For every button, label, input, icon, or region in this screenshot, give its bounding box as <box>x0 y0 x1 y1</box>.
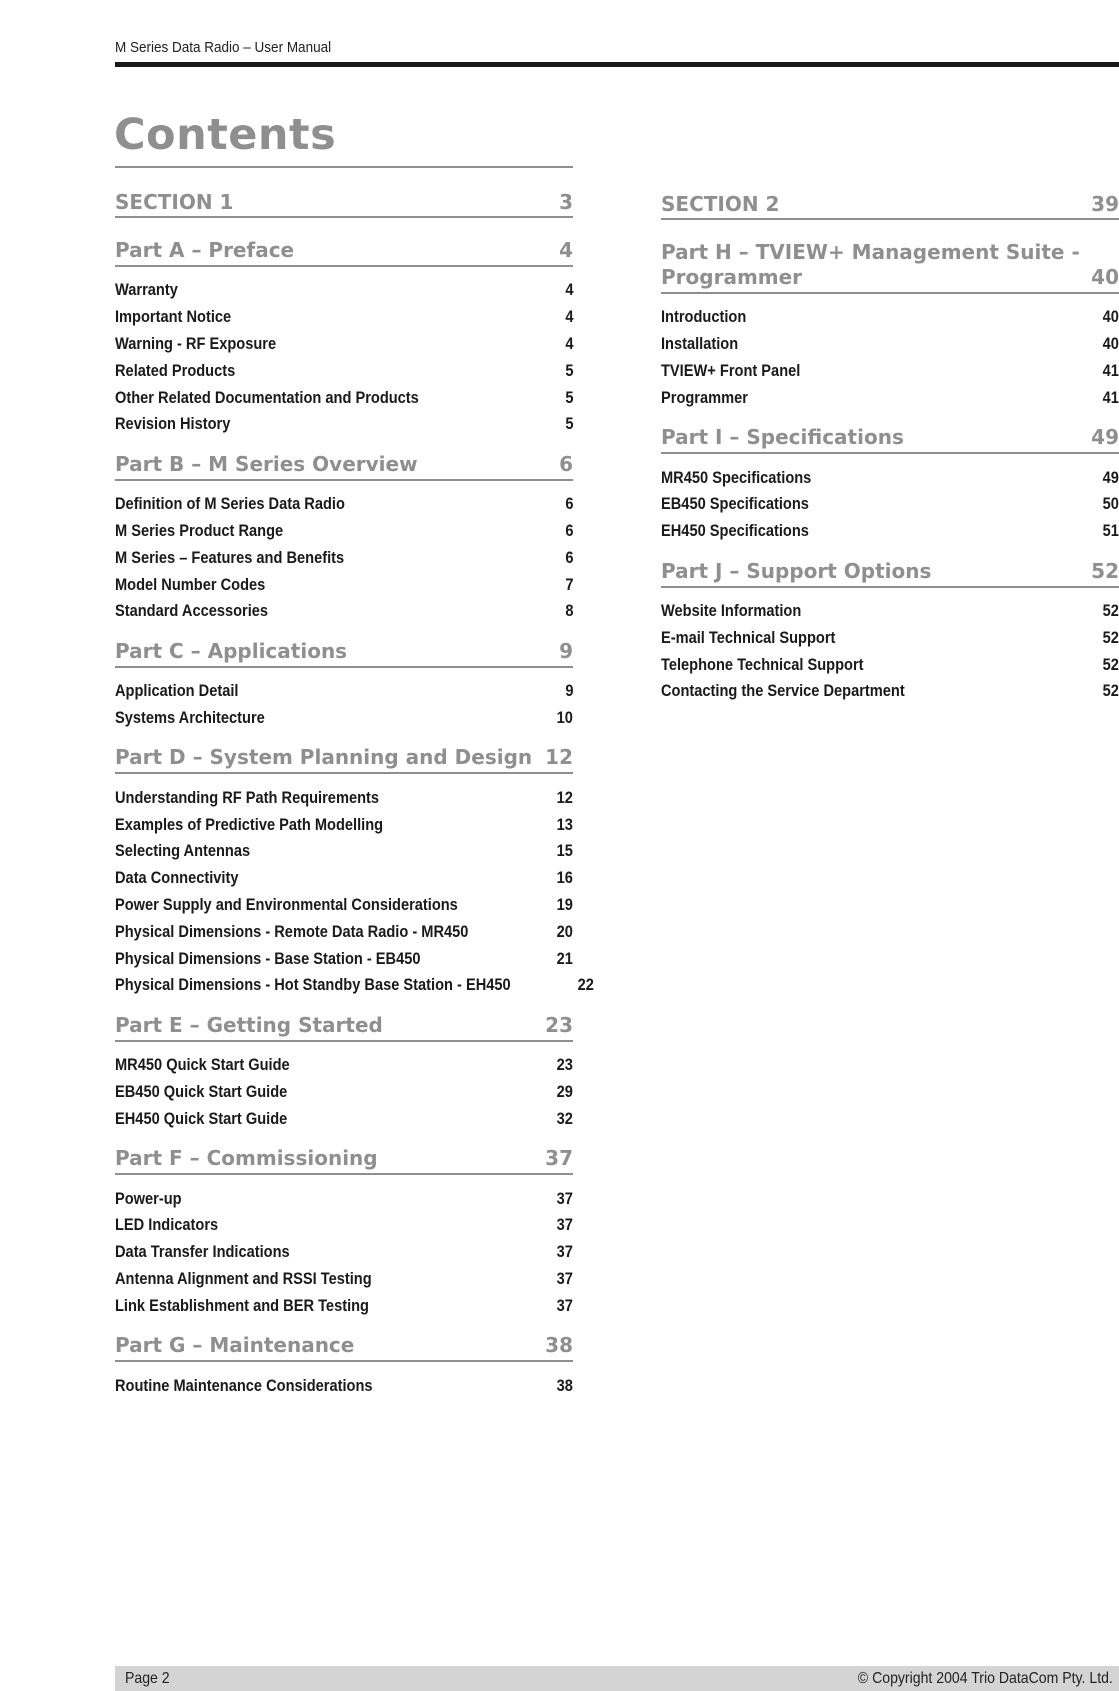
toc-entry-page: 19 <box>556 894 573 914</box>
toc-entry-label: Revision History <box>115 414 231 434</box>
toc-entry-label: Warning - RF Exposure <box>115 333 277 353</box>
toc-entry-label: Introduction <box>661 307 747 327</box>
toc-entry-label: Physical Dimensions - Base Station - EB450 <box>115 948 421 968</box>
section-page: 39 <box>1091 192 1119 216</box>
toc-entry[interactable] <box>661 651 1119 678</box>
toc-entry[interactable] <box>115 1105 573 1132</box>
toc-entry[interactable] <box>115 892 573 919</box>
part-heading-label: Part D – System Planning and Design <box>115 745 533 770</box>
toc-entry-page: 41 <box>1102 387 1119 407</box>
toc-entry-page: 49 <box>1102 467 1119 487</box>
toc-entry[interactable] <box>115 945 573 972</box>
part-heading-label: Part H – TVIEW+ Management Suite - Programmer <box>661 240 1080 289</box>
part-heading[interactable] <box>115 1333 573 1362</box>
toc-entry[interactable] <box>115 411 573 438</box>
toc-entry[interactable] <box>115 304 573 331</box>
toc-entry-page: 15 <box>556 841 573 861</box>
part-heading-page: 23 <box>545 1012 573 1037</box>
toc-entry[interactable] <box>115 865 573 892</box>
toc-entry[interactable] <box>661 518 1119 545</box>
toc-entry-page: 9 <box>564 681 573 701</box>
toc-entry[interactable] <box>661 384 1119 411</box>
toc-entry-label: Other Related Documentation and Products <box>115 387 419 407</box>
part-heading-page: 49 <box>1091 425 1119 450</box>
toc-entry-page: 13 <box>556 814 573 834</box>
toc-entry-label: Systems Architecture <box>115 707 265 727</box>
header-rule <box>115 62 1119 67</box>
toc-entry-label: M Series Product Range <box>115 520 284 540</box>
toc-entry[interactable] <box>115 1052 573 1079</box>
toc-entry[interactable] <box>661 624 1119 651</box>
toc-entry-label: M Series – Features and Benefits <box>115 547 345 567</box>
toc-entry[interactable] <box>115 972 594 999</box>
toc-entry-label: Data Transfer Indications <box>115 1242 290 1262</box>
toc-entry[interactable] <box>661 678 1119 705</box>
toc-entry-label: EH450 Specifications <box>661 521 809 541</box>
toc-entry-label: Power-up <box>115 1188 182 1208</box>
toc-entry-page: 41 <box>1102 360 1119 380</box>
toc-entry[interactable] <box>661 358 1119 385</box>
toc-entry-label: MR450 Specifications <box>661 467 812 487</box>
toc-entry-page: 4 <box>564 307 573 327</box>
part-heading-label: Part G – Maintenance <box>115 1333 355 1358</box>
part-heading-label: Part I – Specifications <box>661 425 904 450</box>
toc-entry[interactable] <box>661 331 1119 358</box>
toc-entry-page: 4 <box>564 333 573 353</box>
toc-entry-page: 21 <box>556 948 573 968</box>
part-heading[interactable] <box>115 1013 573 1042</box>
toc-entry-label: LED Indicators <box>115 1215 219 1235</box>
toc-entry-page: 52 <box>1102 627 1119 647</box>
section-label: SECTION 1 <box>115 190 234 214</box>
part-heading-label: Part F – Commissioning <box>115 1146 378 1171</box>
toc-entry[interactable] <box>115 1212 573 1239</box>
toc-entry[interactable] <box>115 571 573 598</box>
toc-entry[interactable] <box>115 838 573 865</box>
footer-bar <box>115 1666 1119 1691</box>
part-heading[interactable] <box>115 452 573 481</box>
part-heading-page: 12 <box>545 745 573 770</box>
toc-entry-label: Data Connectivity <box>115 868 239 888</box>
toc-entry[interactable] <box>115 918 573 945</box>
toc-entry[interactable] <box>115 784 573 811</box>
toc-entry-label: Model Number Codes <box>115 574 266 594</box>
toc-entry[interactable] <box>115 1079 573 1106</box>
toc-entry[interactable] <box>115 491 573 518</box>
toc-entry-page: 23 <box>556 1055 573 1075</box>
part-heading[interactable] <box>115 238 573 267</box>
running-header: M Series Data Radio – User Manual <box>115 39 332 56</box>
toc-entry[interactable] <box>115 357 573 384</box>
toc-entry-page: 6 <box>564 494 573 514</box>
toc-entry-page: 4 <box>564 280 573 300</box>
toc-entry-label: Website Information <box>661 600 802 620</box>
toc-part <box>661 425 1119 544</box>
toc-column-right <box>661 188 1119 719</box>
toc-entry-label: E-mail Technical Support <box>661 627 836 647</box>
toc-entry[interactable] <box>115 678 573 705</box>
toc-entry-label: Standard Accessories <box>115 601 269 621</box>
toc-entry[interactable] <box>115 518 573 545</box>
toc-entry-page: 52 <box>1102 681 1119 701</box>
part-heading-label: Part E – Getting Started <box>115 1012 383 1037</box>
toc-parts-right <box>661 240 1119 705</box>
toc-part <box>115 452 573 625</box>
section-page: 3 <box>559 190 573 214</box>
section-heading[interactable] <box>115 186 573 218</box>
toc-entry-page: 8 <box>564 601 573 621</box>
page-title: Contents <box>114 110 337 160</box>
toc-entry-label: Installation <box>661 334 739 354</box>
toc-entry-page: 5 <box>564 414 573 434</box>
toc-entry[interactable] <box>115 331 573 358</box>
part-heading[interactable] <box>661 240 1119 294</box>
part-heading-label: Part C – Applications <box>115 638 348 663</box>
toc-column-left <box>115 186 594 1413</box>
toc-entry-page: 51 <box>1102 521 1119 541</box>
toc-entry[interactable] <box>115 1185 573 1212</box>
toc-entry-label: Examples of Predictive Path Modelling <box>115 814 384 834</box>
toc-entry-page: 50 <box>1102 494 1119 514</box>
toc-entry-page: 6 <box>564 520 573 540</box>
part-heading[interactable] <box>661 559 1119 588</box>
part-heading-page: 40 <box>1091 265 1119 289</box>
part-heading-page: 52 <box>1091 558 1119 583</box>
toc-entry[interactable] <box>115 277 573 304</box>
toc-entry-label: Important Notice <box>115 307 232 327</box>
toc-entry-page: 5 <box>564 387 573 407</box>
toc-entry-label: Antenna Alignment and RSSI Testing <box>115 1268 372 1288</box>
toc-entry-page: 6 <box>564 547 573 567</box>
toc-entry-page: 10 <box>556 707 573 727</box>
toc-entry-page: 38 <box>556 1375 573 1395</box>
toc-entry-label: Telephone Technical Support <box>661 654 864 674</box>
part-heading-label: Part B – M Series Overview <box>115 451 418 476</box>
toc-entry[interactable] <box>661 598 1119 625</box>
toc-parts-left <box>115 238 594 1399</box>
toc-entry[interactable] <box>115 1266 573 1293</box>
toc-entry-page: 52 <box>1102 654 1119 674</box>
toc-entry-page: 7 <box>564 574 573 594</box>
toc-entry[interactable] <box>115 1239 573 1266</box>
toc-entry[interactable] <box>115 705 573 732</box>
toc-entry[interactable] <box>661 304 1119 331</box>
toc-entry[interactable] <box>661 464 1119 491</box>
part-heading-page: 6 <box>559 451 573 476</box>
toc-entry-label: Physical Dimensions - Hot Standby Base Station - EH450 <box>115 975 511 995</box>
toc-part <box>115 1013 573 1132</box>
section-heading[interactable] <box>661 188 1119 220</box>
part-heading[interactable] <box>661 425 1119 454</box>
toc-part <box>115 639 573 732</box>
toc-entry-page: 32 <box>556 1108 573 1128</box>
toc-part <box>115 238 573 438</box>
part-heading-page: 37 <box>545 1146 573 1171</box>
toc-entry-label: EB450 Quick Start Guide <box>115 1081 288 1101</box>
toc-entry-label: Physical Dimensions - Remote Data Radio - MR450 <box>115 921 469 941</box>
toc-entry-label: EB450 Specifications <box>661 494 809 514</box>
toc-part <box>661 240 1119 411</box>
toc-entry-page: 52 <box>1102 600 1119 620</box>
toc-entry[interactable] <box>115 811 573 838</box>
toc-entry-label: Definition of M Series Data Radio <box>115 494 345 514</box>
toc-entry[interactable] <box>661 491 1119 518</box>
toc-entry-page: 5 <box>564 360 573 380</box>
part-heading[interactable] <box>115 1146 573 1175</box>
toc-entry-label: Related Products <box>115 360 236 380</box>
section-label: SECTION 2 <box>661 192 780 216</box>
part-heading-page: 4 <box>559 238 573 262</box>
toc-entry[interactable] <box>115 1372 573 1399</box>
toc-part <box>115 1333 573 1399</box>
part-heading[interactable] <box>115 745 573 774</box>
toc-entry-label: Understanding RF Path Requirements <box>115 787 380 807</box>
toc-entry-page: 40 <box>1102 307 1119 327</box>
toc-entry-page: 37 <box>556 1295 573 1315</box>
toc-entry-page: 37 <box>556 1188 573 1208</box>
toc-entry-label: Application Detail <box>115 681 239 701</box>
toc-entry-page: 22 <box>577 975 594 995</box>
toc-entry-page: 37 <box>556 1242 573 1262</box>
part-heading-page: 38 <box>545 1333 573 1358</box>
toc-entry-label: MR450 Quick Start Guide <box>115 1055 290 1075</box>
toc-part <box>115 1146 573 1319</box>
toc-entry-label: Warranty <box>115 280 178 300</box>
page-number: Page 2 <box>125 1670 170 1687</box>
toc-entry-label: EH450 Quick Start Guide <box>115 1108 288 1128</box>
toc-entry-label: Link Establishment and BER Testing <box>115 1295 369 1315</box>
title-rule <box>115 166 573 168</box>
toc-entry-page: 29 <box>556 1081 573 1101</box>
toc-entry-page: 37 <box>556 1268 573 1288</box>
toc-entry-page: 40 <box>1102 334 1119 354</box>
toc-entry-label: Routine Maintenance Considerations <box>115 1375 373 1395</box>
toc-entry[interactable] <box>115 1292 573 1319</box>
part-heading-label: Part A – Preface <box>115 238 295 262</box>
toc-entry[interactable] <box>115 544 573 571</box>
toc-entry-page: 20 <box>556 921 573 941</box>
toc-entry-label: Selecting Antennas <box>115 841 251 861</box>
toc-entry-label: Programmer <box>661 387 748 407</box>
toc-entry[interactable] <box>115 384 573 411</box>
toc-entry-label: Contacting the Service Department <box>661 681 905 701</box>
part-heading-label: Part J – Support Options <box>661 558 932 583</box>
toc-entry-page: 12 <box>556 787 573 807</box>
part-heading[interactable] <box>115 639 573 668</box>
toc-entry-label: TVIEW+ Front Panel <box>661 360 801 380</box>
toc-entry-page: 16 <box>556 868 573 888</box>
copyright: © Copyright 2004 Trio DataCom Pty. Ltd. <box>857 1670 1113 1687</box>
toc-entry[interactable] <box>115 598 573 625</box>
toc-entry-page: 37 <box>556 1215 573 1235</box>
toc-part <box>115 745 594 998</box>
toc-entry-label: Power Supply and Environmental Considerations <box>115 894 458 914</box>
toc-part <box>661 559 1119 705</box>
part-heading-page: 9 <box>559 638 573 663</box>
